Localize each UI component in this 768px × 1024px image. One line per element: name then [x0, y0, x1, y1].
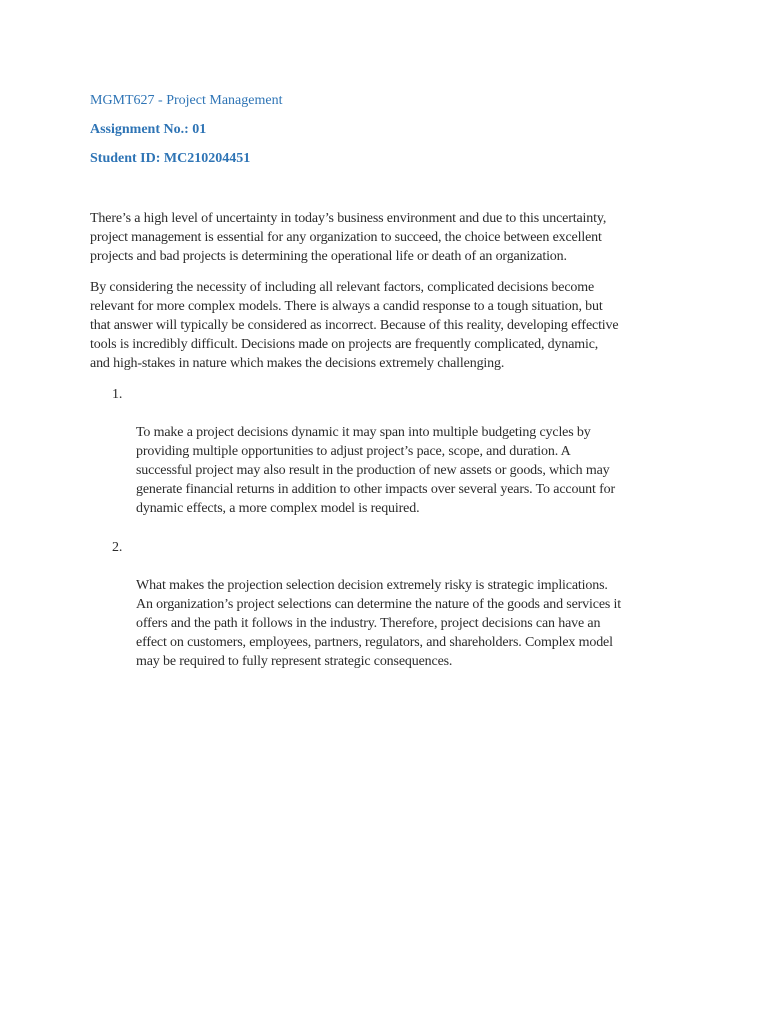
document-header	[90, 91, 282, 178]
list-item-text: To make a project decisions dynamic it may span into multiple budgeting cycles by providing multiple opportunities to adjust project’s pace, scope, and duration. A successful project may also result in the production of new assets or goods, which may generate financial returns in addition to other impacts over several years. To account for dynamic effects, a more complex model is required.	[136, 425, 615, 516]
list-item	[90, 385, 690, 518]
assignment-number: Assignment No.: 01	[90, 122, 207, 137]
list-item	[90, 538, 690, 671]
numbered-list	[90, 385, 690, 671]
paragraph-intro: There’s a high level of uncertainty in today’s business environment and due to this uncertainty, project management is essential for any organization to succeed, the choice between excellent projects and bad projects is determining the operational life or death of an organization.	[90, 211, 607, 264]
list-item-text: What makes the projection selection decision extremely risky is strategic implications. An organization’s project selections can determine the nature of the goods and services it offers and the path it follows in the industry. Therefore, project decisions can have an effect on customers, employees, partners, regulators, and shareholders. Complex model may be required to fully represent strategic consequences.	[136, 578, 622, 669]
list-item-number: 1.	[112, 387, 123, 402]
list-item-number: 2.	[112, 540, 123, 555]
document-body	[90, 209, 690, 691]
course-title: MGMT627 - Project Management	[90, 93, 283, 108]
paragraph-factors: By considering the necessity of including all relevant factors, complicated decisions become relevant for more complex models. There is always a candid response to a tough situation, but that answer will typically be considered as incorrect. Because of this reality, developing effective tools is incredibly difficult. Decisions made on projects are frequently complicated, dynamic, and high-stakes in nature which makes the decisions extremely challenging.	[90, 280, 619, 371]
student-id: Student ID: MC210204451	[90, 151, 251, 166]
